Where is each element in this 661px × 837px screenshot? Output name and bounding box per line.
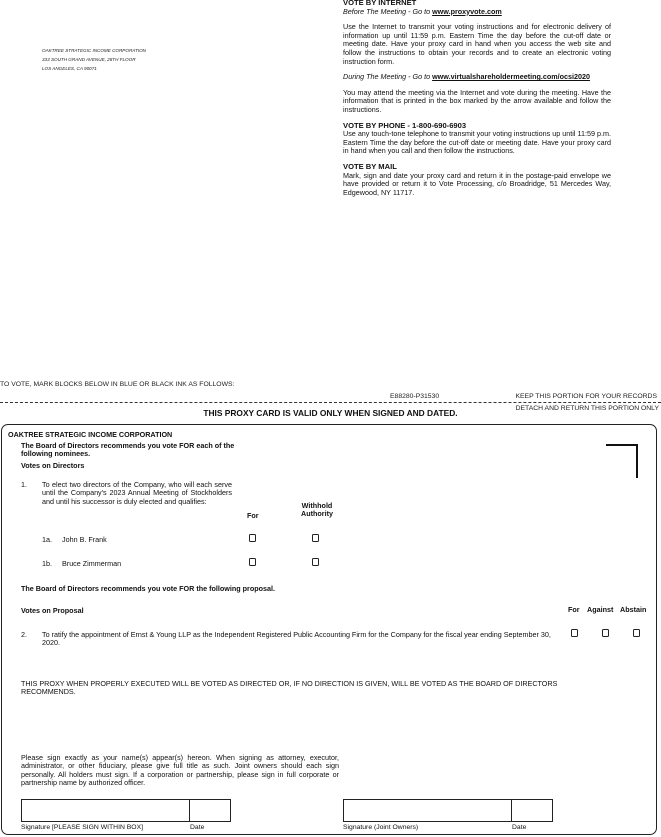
item-2-text: To ratify the appointment of Ernst & Young LLP as the Independent Registered Public Accounting Firm for the Company for the fiscal year ending September 30, 2020.: [42, 630, 551, 648]
signature-date-field[interactable]: [189, 799, 231, 822]
during-text: You may attend the meeting via the Internet and vote during the meeting. Have the information that is printed in the box marked by the arrow available and follow the instructions.: [343, 87, 611, 114]
signature-label: Signature [PLEASE SIGN WITHIN BOX]: [21, 824, 144, 831]
nominee-1b-name: Bruce Zimmerman: [62, 559, 122, 568]
proposal-against-checkbox[interactable]: [602, 629, 609, 637]
mail-title: VOTE BY MAIL: [343, 161, 397, 171]
address-line-1: OAKTREE STRATEGIC INCOME CORPORATION: [42, 48, 146, 53]
before-meeting-prefix: Before The Meeting - Go to: [343, 6, 433, 16]
votes-on-directors-heading: Votes on Directors: [21, 461, 85, 470]
board-recommendation-proposal: The Board of Directors recommends you vote FOR the following proposal.: [21, 584, 275, 593]
item-2-number: 2.: [21, 630, 27, 639]
detach-line: [0, 402, 661, 403]
joint-signature-field[interactable]: [343, 799, 512, 822]
card-company-name: OAKTREE STRATEGIC INCOME CORPORATION: [8, 430, 173, 439]
address-line-3: LOS ANGELES, CA 90071: [42, 66, 97, 71]
proposal-for-label: For: [568, 605, 580, 614]
marking-instructions: TO VOTE, MARK BLOCKS BELOW IN BLUE OR BLACK INK AS FOLLOWS:: [0, 381, 235, 388]
joint-signature-date-field[interactable]: [511, 799, 553, 822]
during-meeting-prefix: During The Meeting - Go to: [343, 72, 433, 82]
phone-text: Use any touch-tone telephone to transmit your voting instructions up until 11:59 p.m. Eastern Time the day before the cut-off date or meeting date. Have your proxy card in hand when you call and then follow the instructions.: [343, 129, 611, 156]
nominee-1a-for-checkbox[interactable]: [249, 534, 256, 542]
nominee-1a-number: 1a.: [42, 535, 52, 544]
signature-date-label: Date: [190, 824, 205, 831]
vote-by-internet-section: [343, 0, 611, 197]
nominee-1b-withhold-checkbox[interactable]: [312, 558, 319, 566]
signing-instructions: Please sign exactly as your name(s) appear(s) hereon. When signing as attorney, executor, administrator, or other fiduciary, please give full title as such. Joint owners should each sign personally. All holders must sign. If a corporation or partnership, please sign in full corporate or partnership name by authorized officer.: [21, 753, 339, 788]
joint-signature-label: Signature (Joint Owners): [343, 824, 419, 831]
nominee-1a-withhold-checkbox[interactable]: [312, 534, 319, 542]
proxyvote-link[interactable]: www.proxyvote.com: [432, 6, 502, 16]
column-withhold-authority: Withhold Authority: [301, 501, 333, 519]
nominee-1b-number: 1b.: [42, 559, 52, 568]
item-1-number: 1.: [21, 480, 27, 489]
keep-portion-label: KEEP THIS PORTION FOR YOUR RECORDS: [515, 393, 657, 400]
detach-portion-label: DETACH AND RETURN THIS PORTION ONLY: [515, 405, 659, 412]
nominee-1a-name: John B. Frank: [62, 535, 107, 544]
proposal-against-label: Against: [587, 605, 614, 614]
mailing-address: [42, 46, 146, 73]
signature-field[interactable]: [21, 799, 190, 822]
corner-mark: [606, 444, 638, 478]
proposal-abstain-checkbox[interactable]: [633, 629, 640, 637]
internet-title: VOTE BY INTERNET: [343, 0, 417, 7]
control-code: E88280-P31530: [390, 393, 440, 400]
proxy-statement: THIS PROXY WHEN PROPERLY EXECUTED WILL BE VOTED AS DIRECTED OR, IF NO DIRECTION IS GIVEN, WILL BE VOTED AS THE BOARD OF DIRECTORS RECOMMENDS.: [21, 679, 558, 697]
phone-title: VOTE BY PHONE - 1-800-690-6903: [343, 120, 467, 130]
column-for: For: [247, 511, 259, 520]
valid-notice: THIS PROXY CARD IS VALID ONLY WHEN SIGNED AND DATED.: [203, 408, 458, 418]
proposal-for-checkbox[interactable]: [571, 629, 578, 637]
mail-text: Mark, sign and date your proxy card and return it in the postage-paid envelope we have provided or return it to Vote Processing, c/o Broadridge, 51 Mercedes Way, Edgewood, NY 11717.: [343, 170, 611, 197]
board-recommendation-nominees: The Board of Directors recommends you vote FOR each of the following nominees.: [21, 441, 235, 459]
address-line-2: 333 SOUTH GRAND AVENUE, 28TH FLOOR: [42, 57, 136, 62]
proposal-abstain-label: Abstain: [620, 605, 647, 614]
virtual-meeting-link[interactable]: www.virtualshareholdermeeting.com/ocsi2020: [432, 72, 591, 82]
nominee-1b-for-checkbox[interactable]: [249, 558, 256, 566]
joint-date-label: Date: [512, 824, 527, 831]
item-1-text: To elect two directors of the Company, who will each serve until the Company's 2023 Annual Meeting of Stockholders and until his successor is duly elected and qualifies:: [42, 480, 232, 506]
votes-on-proposal-heading: Votes on Proposal: [21, 606, 84, 615]
internet-text: Use the Internet to transmit your voting instructions and for electronic delivery of information up until 11:59 p.m. Eastern Time the day before the cut-off date or meeting date. Have your proxy card in hand when you access the web site and follow the instructions to obtain your records and to create an electronic voting instruction form.: [343, 22, 611, 66]
